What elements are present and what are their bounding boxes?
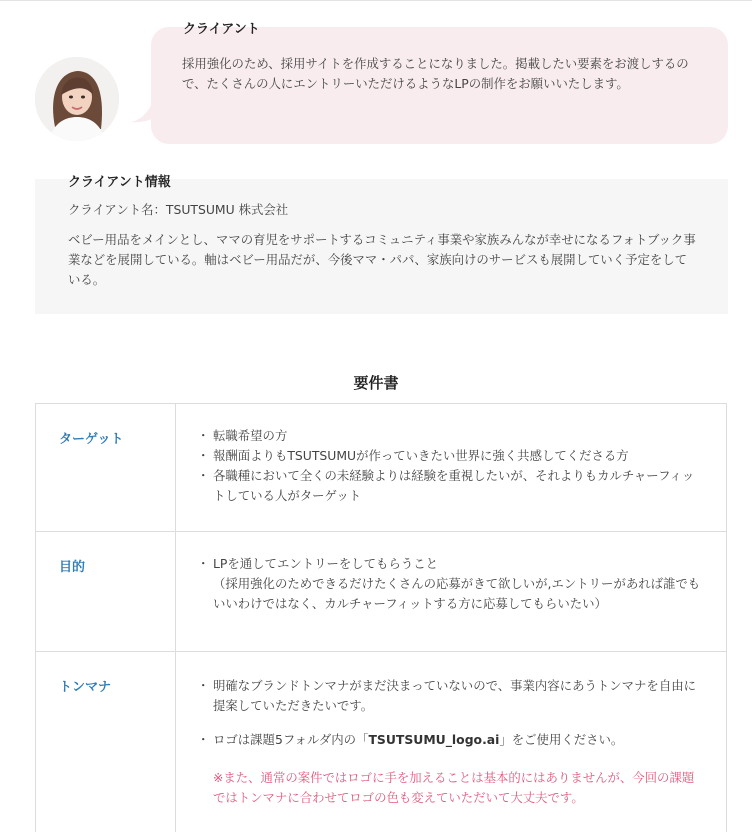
table-row — [36, 404, 727, 532]
row-content-tone — [176, 652, 727, 832]
target-list — [201, 426, 706, 506]
logo-suffix: 」をご使用ください。 — [499, 732, 624, 747]
logo-filename: TSUTSUMU_logo.ai — [368, 732, 500, 747]
logo-note: ※また、通常の案件ではロゴに手を加えることは基本的にはありませんが、今回の課題ではトンマナに合わせてロゴの色も変えていただいて大丈夫です。 — [213, 770, 695, 805]
logo-prefix: ロゴは課題5フォルダ内の「 — [213, 732, 369, 747]
table-row — [36, 532, 727, 652]
client-description: ベビー用品をメインとし、ママの育児をサポートするコミュニティ事業や家族みんなが幸せになるフォトブック事業などを展開している。軸はベビー用品だが、今後ママ・パパ、家族向けのサービスも展開していく予定をしている。 — [68, 232, 696, 287]
list-item: ・ LPを通してエントリーをしてもらうこと — [201, 554, 706, 574]
row-label-target: ターゲット — [36, 404, 176, 532]
logo-instruction — [201, 730, 706, 750]
client-name: クライアント名：TSUTSUMU 株式会社 — [68, 202, 289, 217]
client-avatar — [35, 57, 119, 141]
list-item: ・ 各職種において全くの未経験よりは経験を重視したいが、それよりもカルチャーフィットしている人がターゲット — [201, 466, 706, 506]
purpose-note: （採用強化のためできるだけたくさんの応募がきて欲しいが,エントリーがあれば誰でもいいわけではなく、カルチャーフィットする方に応募してもらいたい） — [213, 576, 701, 611]
list-item: ・ 転職希望の方 — [201, 426, 706, 446]
client-message-text: 採用強化のため、採用サイトを作成することになりました。掲載したい要素をお渡しするので、たくさんの人にエントリーいただけるようなLPの制作をお願いいたします。 — [182, 56, 689, 91]
row-label-tone: トンマナ — [36, 652, 176, 832]
requirements-title: 要件書 — [353, 374, 399, 392]
client-info-title: クライアント情報 — [68, 175, 171, 190]
table-row — [36, 652, 727, 832]
requirements-table — [35, 403, 727, 832]
purpose-list — [201, 554, 706, 574]
row-content-target — [176, 404, 727, 532]
list-item: ・ 明確なブランドトンマナがまだ決まっていないので、事業内容にあうトンマナを自由に提案していただきたいです。 — [201, 676, 706, 716]
list-item: ・ 報酬面よりもTSUTSUMUが作っていきたい世界に強く共感してくださる方 — [201, 446, 706, 466]
client-label: クライアント — [183, 22, 260, 37]
row-content-purpose — [176, 532, 727, 652]
client-message-bubble — [151, 27, 728, 144]
top-divider — [0, 0, 752, 1]
row-label-purpose: 目的 — [36, 532, 176, 652]
tone-list — [201, 676, 706, 750]
